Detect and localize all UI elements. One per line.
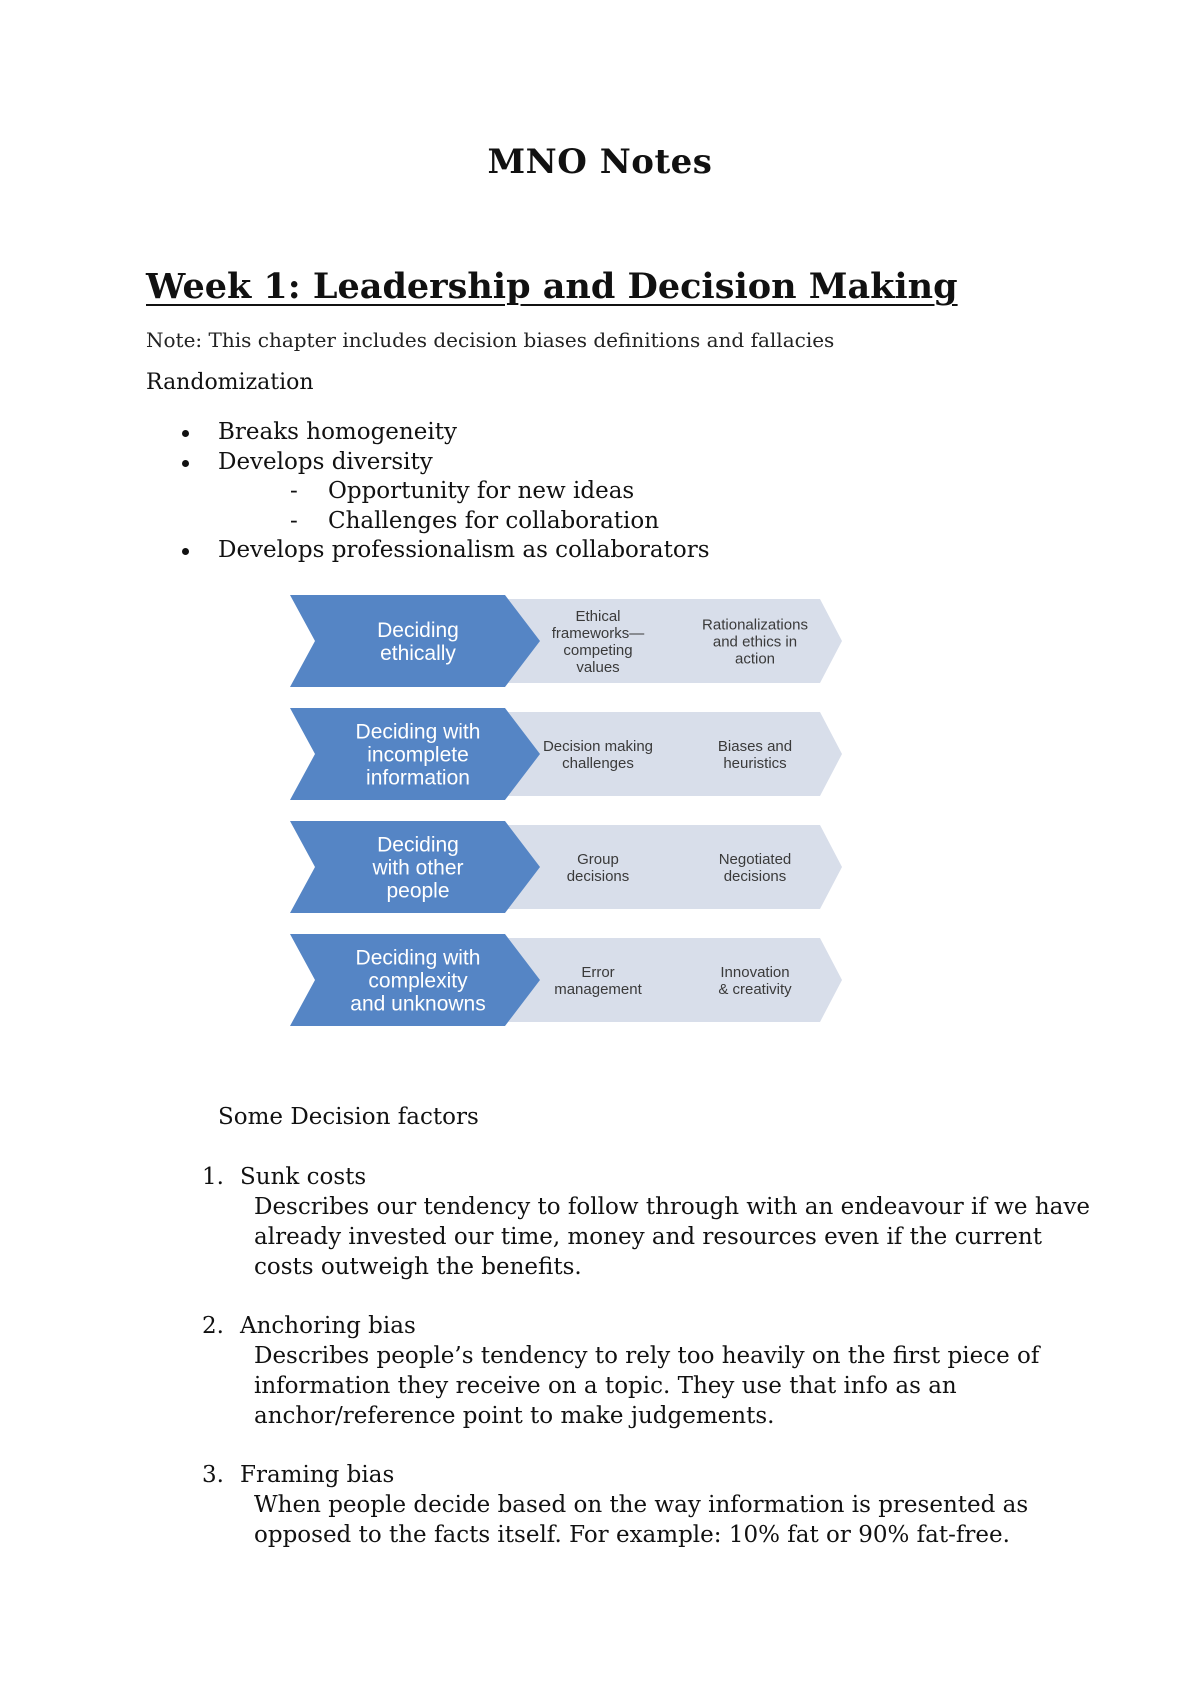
- factor-number: 3.: [202, 1462, 224, 1488]
- main-chevron-label: Deciding with complexity and unknowns: [350, 946, 486, 1016]
- bullet-item: Breaks homogeneity: [178, 418, 710, 448]
- factor-item: [202, 1311, 1102, 1431]
- section-label-randomization: Randomization: [146, 370, 314, 395]
- main-chevron-label: Deciding with incomplete information: [355, 720, 481, 790]
- step2-chevron-label: Ethical frameworks— competing values: [551, 607, 645, 676]
- factor-description: Describes people’s tendency to rely too heavily on the first piece of information they receive on a topic. They use that info as an anchor/reference point to make judgements.: [254, 1343, 1040, 1429]
- week-heading: Week 1: Leadership and Decision Making: [146, 266, 958, 307]
- step3-chevron-label: Negotiated decisions: [718, 850, 792, 885]
- decision-making-diagram: [290, 590, 910, 1030]
- step2-chevron-label: Group decisions: [566, 850, 630, 885]
- factor-item: [202, 1162, 1102, 1282]
- factor-name: Sunk costs: [240, 1164, 367, 1190]
- sub-bullet-item: - Challenges for collaboration: [178, 507, 710, 537]
- chapter-note: Note: This chapter includes decision biases definitions and fallacies: [146, 328, 835, 352]
- step2-chevron-label: Error management: [554, 963, 642, 998]
- step3-chevron-label: Innovation & creativity: [718, 963, 792, 998]
- step3-chevron-label: Rationalizations and ethics in action: [702, 616, 808, 668]
- factor-number: 2.: [202, 1313, 224, 1339]
- factors-title: Some Decision factors: [218, 1104, 479, 1130]
- factor-description: When people decide based on the way information is presented as opposed to the facts itself. For example: 10% fat or 90% fat-free.: [254, 1492, 1029, 1548]
- factor-description: Describes our tendency to follow through with an endeavour if we have already invested our time, money and resources even if the current costs outweigh the benefits.: [254, 1194, 1090, 1280]
- bullet-item: Develops professionalism as collaborators: [178, 536, 710, 566]
- page-title: MNO Notes: [487, 142, 713, 182]
- factor-name: Anchoring bias: [240, 1313, 416, 1339]
- sub-bullet-item: - Opportunity for new ideas: [178, 477, 710, 507]
- randomization-list: [178, 418, 710, 566]
- factor-item: [202, 1460, 1102, 1550]
- factor-number: 1.: [202, 1164, 224, 1190]
- main-chevron-label: Deciding with other people: [372, 833, 464, 903]
- step2-chevron-label: Decision making challenges: [542, 737, 654, 772]
- bullet-item: Develops diversity: [178, 448, 710, 478]
- main-chevron-label: Deciding ethically: [377, 618, 459, 665]
- step3-chevron-label: Biases and heuristics: [717, 737, 793, 772]
- factor-name: Framing bias: [240, 1462, 395, 1488]
